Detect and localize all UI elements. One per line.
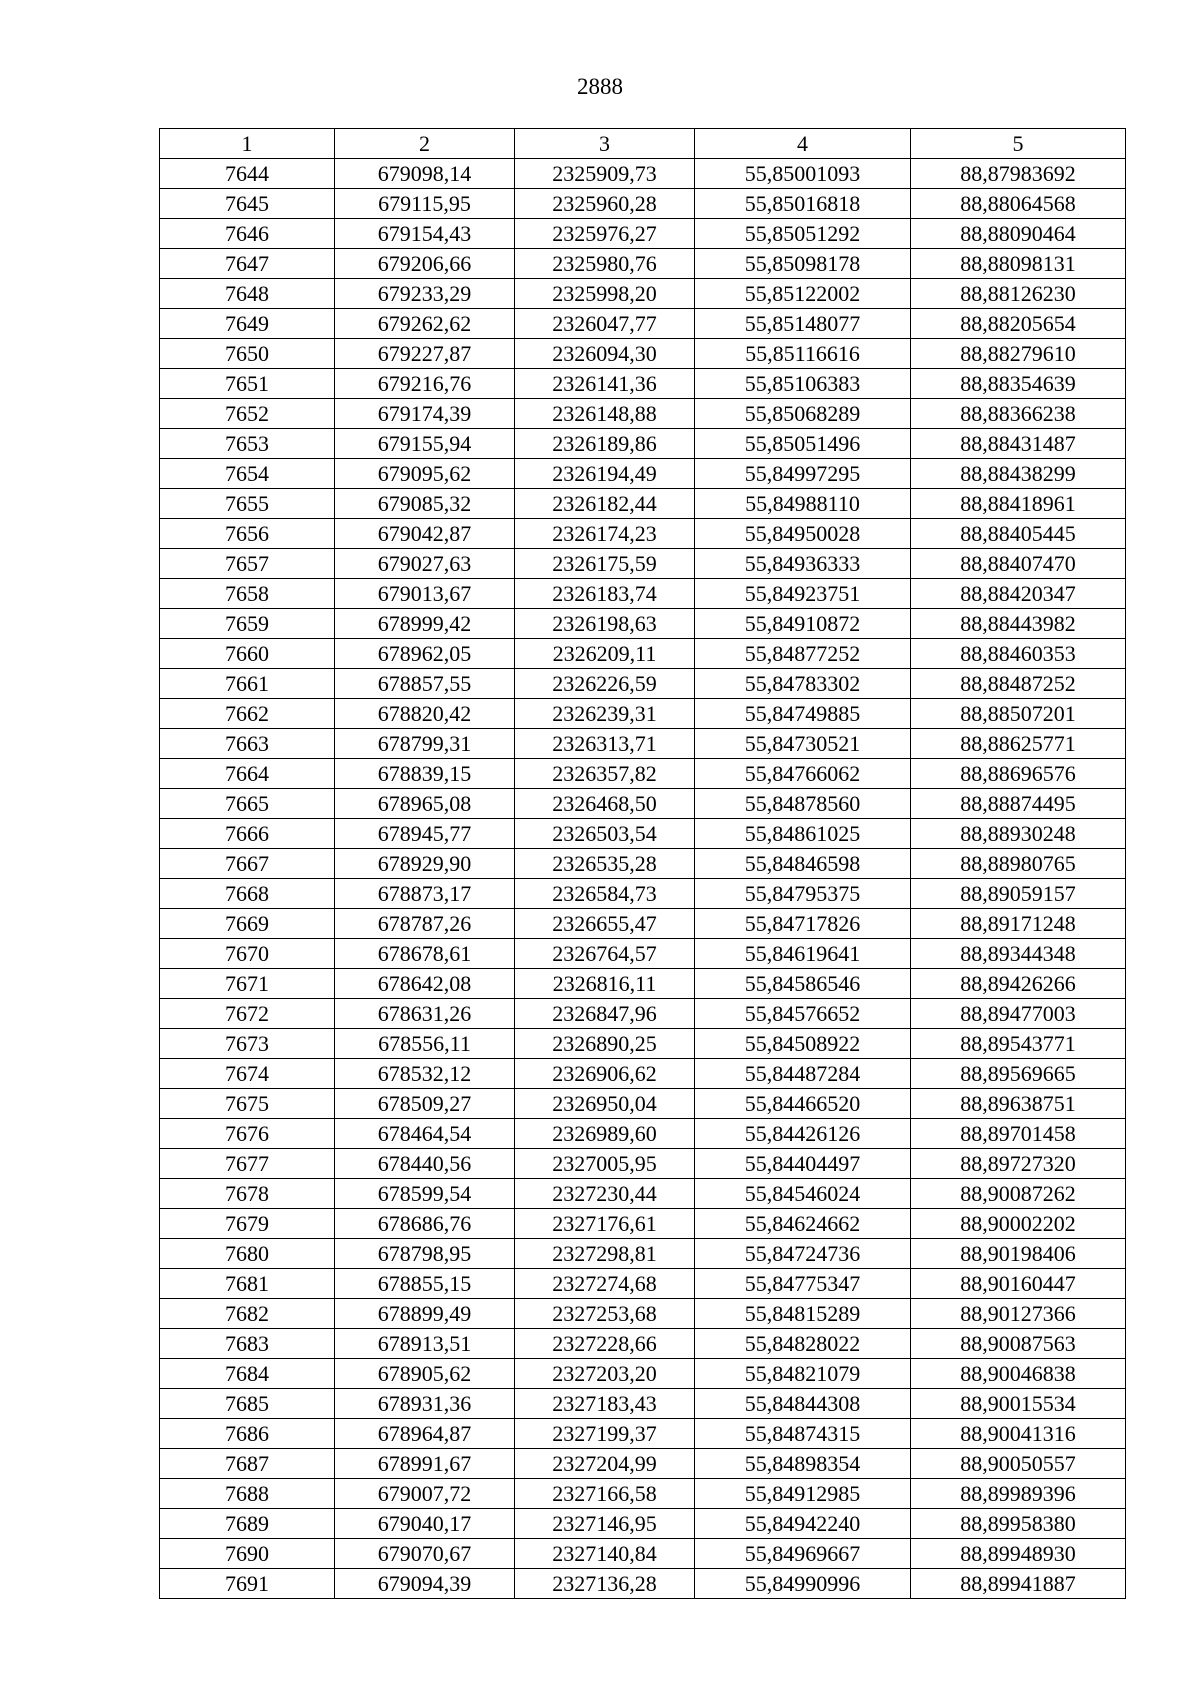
latitude-cell: 55,85068289 [695, 399, 911, 429]
latitude-cell: 55,84766062 [695, 759, 911, 789]
x-coordinate-cell: 679070,67 [335, 1539, 515, 1569]
latitude-cell: 55,84576652 [695, 999, 911, 1029]
table-row [160, 159, 1126, 189]
point-number-cell: 7683 [160, 1329, 335, 1359]
y-coordinate-cell: 2327274,68 [515, 1269, 695, 1299]
latitude-cell: 55,84783302 [695, 669, 911, 699]
x-coordinate-cell: 679155,94 [335, 429, 515, 459]
longitude-cell: 88,88366238 [911, 399, 1126, 429]
table-row [160, 1029, 1126, 1059]
point-number-cell: 7672 [160, 999, 335, 1029]
latitude-cell: 55,84969667 [695, 1539, 911, 1569]
latitude-cell: 55,85116616 [695, 339, 911, 369]
latitude-cell: 55,84730521 [695, 729, 911, 759]
latitude-cell: 55,84508922 [695, 1029, 911, 1059]
longitude-cell: 88,88438299 [911, 459, 1126, 489]
longitude-cell: 88,88279610 [911, 339, 1126, 369]
y-coordinate-cell: 2326094,30 [515, 339, 695, 369]
latitude-cell: 55,84466520 [695, 1089, 911, 1119]
point-number-cell: 7680 [160, 1239, 335, 1269]
y-coordinate-cell: 2327204,99 [515, 1449, 695, 1479]
point-number-cell: 7666 [160, 819, 335, 849]
x-coordinate-cell: 678962,05 [335, 639, 515, 669]
longitude-cell: 88,89638751 [911, 1089, 1126, 1119]
point-number-cell: 7645 [160, 189, 335, 219]
point-number-cell: 7687 [160, 1449, 335, 1479]
x-coordinate-cell: 679095,62 [335, 459, 515, 489]
table-body [160, 159, 1126, 1599]
point-number-cell: 7691 [160, 1569, 335, 1599]
x-coordinate-cell: 679206,66 [335, 249, 515, 279]
table-row [160, 669, 1126, 699]
y-coordinate-cell: 2326189,86 [515, 429, 695, 459]
longitude-cell: 88,87983692 [911, 159, 1126, 189]
table-row [160, 729, 1126, 759]
x-coordinate-cell: 679233,29 [335, 279, 515, 309]
x-coordinate-cell: 678965,08 [335, 789, 515, 819]
y-coordinate-cell: 2327183,43 [515, 1389, 695, 1419]
column-header-2: 2 [335, 129, 515, 159]
latitude-cell: 55,85122002 [695, 279, 911, 309]
latitude-cell: 55,85051292 [695, 219, 911, 249]
table-row [160, 1269, 1126, 1299]
x-coordinate-cell: 679040,17 [335, 1509, 515, 1539]
x-coordinate-cell: 679174,39 [335, 399, 515, 429]
y-coordinate-cell: 2327140,84 [515, 1539, 695, 1569]
y-coordinate-cell: 2325909,73 [515, 159, 695, 189]
point-number-cell: 7659 [160, 609, 335, 639]
y-coordinate-cell: 2326503,54 [515, 819, 695, 849]
point-number-cell: 7674 [160, 1059, 335, 1089]
table-row [160, 279, 1126, 309]
latitude-cell: 55,84815289 [695, 1299, 911, 1329]
point-number-cell: 7673 [160, 1029, 335, 1059]
y-coordinate-cell: 2326535,28 [515, 849, 695, 879]
point-number-cell: 7656 [160, 519, 335, 549]
longitude-cell: 88,88460353 [911, 639, 1126, 669]
latitude-cell: 55,84546024 [695, 1179, 911, 1209]
y-coordinate-cell: 2327176,61 [515, 1209, 695, 1239]
x-coordinate-cell: 678999,42 [335, 609, 515, 639]
table-row [160, 1209, 1126, 1239]
latitude-cell: 55,84846598 [695, 849, 911, 879]
latitude-cell: 55,84950028 [695, 519, 911, 549]
table-row [160, 1419, 1126, 1449]
x-coordinate-cell: 678820,42 [335, 699, 515, 729]
y-coordinate-cell: 2326226,59 [515, 669, 695, 699]
point-number-cell: 7677 [160, 1149, 335, 1179]
longitude-cell: 88,88418961 [911, 489, 1126, 519]
latitude-cell: 55,84749885 [695, 699, 911, 729]
latitude-cell: 55,84936333 [695, 549, 911, 579]
point-number-cell: 7663 [160, 729, 335, 759]
point-number-cell: 7685 [160, 1389, 335, 1419]
longitude-cell: 88,89727320 [911, 1149, 1126, 1179]
point-number-cell: 7650 [160, 339, 335, 369]
column-header-3: 3 [515, 129, 695, 159]
longitude-cell: 88,89941887 [911, 1569, 1126, 1599]
point-number-cell: 7654 [160, 459, 335, 489]
longitude-cell: 88,90046838 [911, 1359, 1126, 1389]
table-row [160, 1449, 1126, 1479]
y-coordinate-cell: 2326313,71 [515, 729, 695, 759]
y-coordinate-cell: 2326141,36 [515, 369, 695, 399]
point-number-cell: 7653 [160, 429, 335, 459]
latitude-cell: 55,84898354 [695, 1449, 911, 1479]
point-number-cell: 7665 [160, 789, 335, 819]
table-row [160, 699, 1126, 729]
table-row [160, 1509, 1126, 1539]
point-number-cell: 7644 [160, 159, 335, 189]
table-row [160, 549, 1126, 579]
point-number-cell: 7661 [160, 669, 335, 699]
table-row [160, 969, 1126, 999]
latitude-cell: 55,84912985 [695, 1479, 911, 1509]
latitude-cell: 55,85098178 [695, 249, 911, 279]
longitude-cell: 88,88930248 [911, 819, 1126, 849]
point-number-cell: 7660 [160, 639, 335, 669]
point-number-cell: 7689 [160, 1509, 335, 1539]
x-coordinate-cell: 678556,11 [335, 1029, 515, 1059]
y-coordinate-cell: 2326357,82 [515, 759, 695, 789]
table-row [160, 1389, 1126, 1419]
longitude-cell: 88,88205654 [911, 309, 1126, 339]
longitude-cell: 88,88696576 [911, 759, 1126, 789]
table-row [160, 219, 1126, 249]
longitude-cell: 88,89543771 [911, 1029, 1126, 1059]
point-number-cell: 7684 [160, 1359, 335, 1389]
table-row [160, 489, 1126, 519]
x-coordinate-cell: 678464,54 [335, 1119, 515, 1149]
longitude-cell: 88,89948930 [911, 1539, 1126, 1569]
x-coordinate-cell: 679098,14 [335, 159, 515, 189]
latitude-cell: 55,84923751 [695, 579, 911, 609]
latitude-cell: 55,84878560 [695, 789, 911, 819]
x-coordinate-cell: 678787,26 [335, 909, 515, 939]
y-coordinate-cell: 2326816,11 [515, 969, 695, 999]
table-row [160, 759, 1126, 789]
x-coordinate-cell: 678913,51 [335, 1329, 515, 1359]
latitude-cell: 55,84404497 [695, 1149, 911, 1179]
table-row [160, 849, 1126, 879]
x-coordinate-cell: 679216,76 [335, 369, 515, 399]
table-row [160, 459, 1126, 489]
longitude-cell: 88,90198406 [911, 1239, 1126, 1269]
latitude-cell: 55,84861025 [695, 819, 911, 849]
latitude-cell: 55,84910872 [695, 609, 911, 639]
table-row [160, 609, 1126, 639]
y-coordinate-cell: 2326194,49 [515, 459, 695, 489]
point-number-cell: 7649 [160, 309, 335, 339]
y-coordinate-cell: 2327298,81 [515, 1239, 695, 1269]
table-row [160, 909, 1126, 939]
table-row [160, 249, 1126, 279]
latitude-cell: 55,84619641 [695, 939, 911, 969]
latitude-cell: 55,85016818 [695, 189, 911, 219]
table-row [160, 879, 1126, 909]
header-row [160, 129, 1126, 159]
y-coordinate-cell: 2325998,20 [515, 279, 695, 309]
point-number-cell: 7676 [160, 1119, 335, 1149]
y-coordinate-cell: 2326148,88 [515, 399, 695, 429]
latitude-cell: 55,84717826 [695, 909, 911, 939]
latitude-cell: 55,84821079 [695, 1359, 911, 1389]
x-coordinate-cell: 679013,67 [335, 579, 515, 609]
coordinates-table [159, 128, 1126, 1599]
longitude-cell: 88,90050557 [911, 1449, 1126, 1479]
longitude-cell: 88,88405445 [911, 519, 1126, 549]
y-coordinate-cell: 2327228,66 [515, 1329, 695, 1359]
y-coordinate-cell: 2325976,27 [515, 219, 695, 249]
longitude-cell: 88,88980765 [911, 849, 1126, 879]
y-coordinate-cell: 2326239,31 [515, 699, 695, 729]
y-coordinate-cell: 2326175,59 [515, 549, 695, 579]
longitude-cell: 88,89989396 [911, 1479, 1126, 1509]
point-number-cell: 7648 [160, 279, 335, 309]
x-coordinate-cell: 678642,08 [335, 969, 515, 999]
latitude-cell: 55,85001093 [695, 159, 911, 189]
x-coordinate-cell: 679042,87 [335, 519, 515, 549]
point-number-cell: 7651 [160, 369, 335, 399]
latitude-cell: 55,84988110 [695, 489, 911, 519]
y-coordinate-cell: 2326468,50 [515, 789, 695, 819]
y-coordinate-cell: 2326209,11 [515, 639, 695, 669]
table-row [160, 1329, 1126, 1359]
longitude-cell: 88,90127366 [911, 1299, 1126, 1329]
x-coordinate-cell: 679227,87 [335, 339, 515, 369]
table-row [160, 639, 1126, 669]
latitude-cell: 55,84724736 [695, 1239, 911, 1269]
y-coordinate-cell: 2327146,95 [515, 1509, 695, 1539]
latitude-cell: 55,84844308 [695, 1389, 911, 1419]
longitude-cell: 88,89426266 [911, 969, 1126, 999]
latitude-cell: 55,84586546 [695, 969, 911, 999]
column-header-4: 4 [695, 129, 911, 159]
y-coordinate-cell: 2326182,44 [515, 489, 695, 519]
x-coordinate-cell: 678855,15 [335, 1269, 515, 1299]
point-number-cell: 7646 [160, 219, 335, 249]
table-header [160, 129, 1126, 159]
longitude-cell: 88,89958380 [911, 1509, 1126, 1539]
longitude-cell: 88,89569665 [911, 1059, 1126, 1089]
latitude-cell: 55,85148077 [695, 309, 911, 339]
x-coordinate-cell: 678799,31 [335, 729, 515, 759]
longitude-cell: 88,88126230 [911, 279, 1126, 309]
table-row [160, 189, 1126, 219]
table-row [160, 1299, 1126, 1329]
x-coordinate-cell: 678532,12 [335, 1059, 515, 1089]
x-coordinate-cell: 678857,55 [335, 669, 515, 699]
point-number-cell: 7662 [160, 699, 335, 729]
point-number-cell: 7678 [160, 1179, 335, 1209]
y-coordinate-cell: 2327005,95 [515, 1149, 695, 1179]
longitude-cell: 88,90041316 [911, 1419, 1126, 1449]
x-coordinate-cell: 678678,61 [335, 939, 515, 969]
y-coordinate-cell: 2325960,28 [515, 189, 695, 219]
point-number-cell: 7647 [160, 249, 335, 279]
longitude-cell: 88,89701458 [911, 1119, 1126, 1149]
x-coordinate-cell: 679154,43 [335, 219, 515, 249]
table-row [160, 399, 1126, 429]
x-coordinate-cell: 678991,67 [335, 1449, 515, 1479]
longitude-cell: 88,88431487 [911, 429, 1126, 459]
table-row [160, 1359, 1126, 1389]
y-coordinate-cell: 2326047,77 [515, 309, 695, 339]
table-row [160, 1539, 1126, 1569]
y-coordinate-cell: 2327230,44 [515, 1179, 695, 1209]
table-row [160, 1179, 1126, 1209]
x-coordinate-cell: 678440,56 [335, 1149, 515, 1179]
y-coordinate-cell: 2326989,60 [515, 1119, 695, 1149]
x-coordinate-cell: 678945,77 [335, 819, 515, 849]
latitude-cell: 55,84775347 [695, 1269, 911, 1299]
longitude-cell: 88,88443982 [911, 609, 1126, 639]
y-coordinate-cell: 2326847,96 [515, 999, 695, 1029]
table-row [160, 1239, 1126, 1269]
x-coordinate-cell: 679262,62 [335, 309, 515, 339]
point-number-cell: 7688 [160, 1479, 335, 1509]
point-number-cell: 7682 [160, 1299, 335, 1329]
longitude-cell: 88,90002202 [911, 1209, 1126, 1239]
latitude-cell: 55,84997295 [695, 459, 911, 489]
longitude-cell: 88,88420347 [911, 579, 1126, 609]
latitude-cell: 55,84795375 [695, 879, 911, 909]
point-number-cell: 7668 [160, 879, 335, 909]
latitude-cell: 55,84877252 [695, 639, 911, 669]
y-coordinate-cell: 2327166,58 [515, 1479, 695, 1509]
y-coordinate-cell: 2326183,74 [515, 579, 695, 609]
y-coordinate-cell: 2326890,25 [515, 1029, 695, 1059]
x-coordinate-cell: 679007,72 [335, 1479, 515, 1509]
point-number-cell: 7664 [160, 759, 335, 789]
table-row [160, 999, 1126, 1029]
point-number-cell: 7652 [160, 399, 335, 429]
point-number-cell: 7667 [160, 849, 335, 879]
longitude-cell: 88,90015534 [911, 1389, 1126, 1419]
latitude-cell: 55,85051496 [695, 429, 911, 459]
table-row [160, 1569, 1126, 1599]
point-number-cell: 7655 [160, 489, 335, 519]
point-number-cell: 7657 [160, 549, 335, 579]
latitude-cell: 55,84874315 [695, 1419, 911, 1449]
latitude-cell: 55,84942240 [695, 1509, 911, 1539]
table-row [160, 939, 1126, 969]
table-row [160, 579, 1126, 609]
x-coordinate-cell: 679094,39 [335, 1569, 515, 1599]
table-row [160, 819, 1126, 849]
table-row [160, 429, 1126, 459]
longitude-cell: 88,90087563 [911, 1329, 1126, 1359]
point-number-cell: 7686 [160, 1419, 335, 1449]
longitude-cell: 88,88874495 [911, 789, 1126, 819]
point-number-cell: 7681 [160, 1269, 335, 1299]
latitude-cell: 55,84487284 [695, 1059, 911, 1089]
table-row [160, 369, 1126, 399]
point-number-cell: 7671 [160, 969, 335, 999]
table-row [160, 309, 1126, 339]
x-coordinate-cell: 678899,49 [335, 1299, 515, 1329]
y-coordinate-cell: 2327136,28 [515, 1569, 695, 1599]
longitude-cell: 88,90087262 [911, 1179, 1126, 1209]
x-coordinate-cell: 678839,15 [335, 759, 515, 789]
table-row [160, 339, 1126, 369]
x-coordinate-cell: 678509,27 [335, 1089, 515, 1119]
latitude-cell: 55,84426126 [695, 1119, 911, 1149]
table-row [160, 1089, 1126, 1119]
y-coordinate-cell: 2326198,63 [515, 609, 695, 639]
longitude-cell: 88,88407470 [911, 549, 1126, 579]
y-coordinate-cell: 2326174,23 [515, 519, 695, 549]
table-row [160, 1119, 1126, 1149]
table-row [160, 519, 1126, 549]
x-coordinate-cell: 679085,32 [335, 489, 515, 519]
longitude-cell: 88,88090464 [911, 219, 1126, 249]
table-row [160, 1059, 1126, 1089]
x-coordinate-cell: 678798,95 [335, 1239, 515, 1269]
x-coordinate-cell: 678929,90 [335, 849, 515, 879]
point-number-cell: 7669 [160, 909, 335, 939]
column-header-5: 5 [911, 129, 1126, 159]
longitude-cell: 88,88487252 [911, 669, 1126, 699]
x-coordinate-cell: 678873,17 [335, 879, 515, 909]
point-number-cell: 7658 [160, 579, 335, 609]
y-coordinate-cell: 2326764,57 [515, 939, 695, 969]
latitude-cell: 55,84990996 [695, 1569, 911, 1599]
y-coordinate-cell: 2326950,04 [515, 1089, 695, 1119]
longitude-cell: 88,88507201 [911, 699, 1126, 729]
x-coordinate-cell: 678686,76 [335, 1209, 515, 1239]
x-coordinate-cell: 679027,63 [335, 549, 515, 579]
y-coordinate-cell: 2325980,76 [515, 249, 695, 279]
latitude-cell: 55,85106383 [695, 369, 911, 399]
x-coordinate-cell: 678599,54 [335, 1179, 515, 1209]
longitude-cell: 88,89059157 [911, 879, 1126, 909]
longitude-cell: 88,88098131 [911, 249, 1126, 279]
longitude-cell: 88,88625771 [911, 729, 1126, 759]
y-coordinate-cell: 2326906,62 [515, 1059, 695, 1089]
y-coordinate-cell: 2326584,73 [515, 879, 695, 909]
point-number-cell: 7690 [160, 1539, 335, 1569]
y-coordinate-cell: 2327199,37 [515, 1419, 695, 1449]
page-number: 2888 [577, 74, 623, 99]
longitude-cell: 88,90160447 [911, 1269, 1126, 1299]
table-row [160, 789, 1126, 819]
latitude-cell: 55,84828022 [695, 1329, 911, 1359]
y-coordinate-cell: 2327203,20 [515, 1359, 695, 1389]
point-number-cell: 7670 [160, 939, 335, 969]
longitude-cell: 88,89344348 [911, 939, 1126, 969]
table-row [160, 1479, 1126, 1509]
y-coordinate-cell: 2326655,47 [515, 909, 695, 939]
table-row [160, 1149, 1126, 1179]
x-coordinate-cell: 678905,62 [335, 1359, 515, 1389]
latitude-cell: 55,84624662 [695, 1209, 911, 1239]
x-coordinate-cell: 678931,36 [335, 1389, 515, 1419]
point-number-cell: 7679 [160, 1209, 335, 1239]
x-coordinate-cell: 678631,26 [335, 999, 515, 1029]
point-number-cell: 7675 [160, 1089, 335, 1119]
x-coordinate-cell: 678964,87 [335, 1419, 515, 1449]
longitude-cell: 88,89171248 [911, 909, 1126, 939]
y-coordinate-cell: 2327253,68 [515, 1299, 695, 1329]
x-coordinate-cell: 679115,95 [335, 189, 515, 219]
column-header-1: 1 [160, 129, 335, 159]
longitude-cell: 88,88354639 [911, 369, 1126, 399]
longitude-cell: 88,89477003 [911, 999, 1126, 1029]
longitude-cell: 88,88064568 [911, 189, 1126, 219]
